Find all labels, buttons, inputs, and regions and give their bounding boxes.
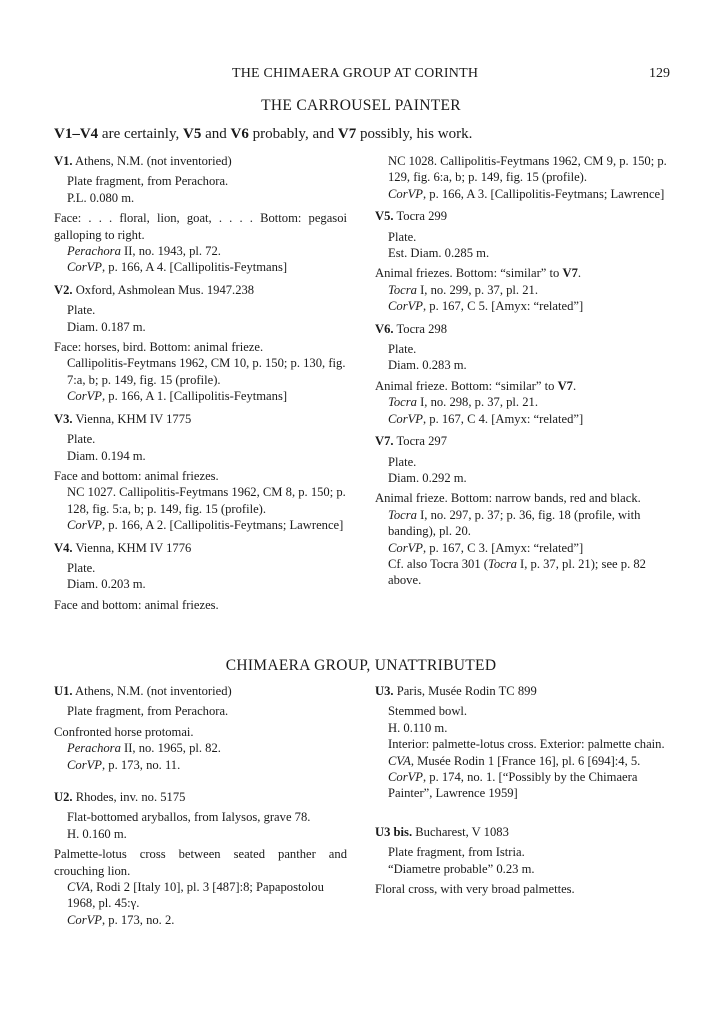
catalog-description — [54, 339, 347, 355]
catalog-detail-line — [375, 507, 668, 540]
catalog-detail-line — [54, 757, 347, 773]
catalog-description — [54, 210, 347, 243]
text-segment: CorVP — [67, 389, 102, 404]
catalog-detail-line — [54, 448, 347, 464]
text-segment: H. 0.110 m. — [388, 720, 448, 735]
text-segment: Tocra — [388, 395, 417, 410]
text-segment: V6 — [230, 126, 249, 142]
text-segment: Tocra — [388, 507, 417, 522]
catalog-number: U2. — [54, 790, 73, 805]
text-segment: Perachora — [67, 741, 121, 756]
text-segment: Plate fragment, from Perachora. — [67, 174, 229, 189]
catalog-entry-heading — [375, 208, 668, 224]
catalog-entry-heading — [54, 411, 347, 427]
catalog-entry-heading — [375, 683, 668, 699]
catalog-detail-line — [375, 753, 668, 769]
text-segment: , p. 166, A 4. [Callipolitis-Feytmans] — [101, 260, 288, 275]
catalog-entry-heading — [375, 433, 668, 449]
catalog-detail-line — [375, 736, 668, 752]
catalog-detail-line — [375, 341, 668, 357]
catalog-number: V3. — [54, 411, 73, 426]
text-segment: Diam. 0.194 m. — [67, 448, 146, 463]
text-segment: Animal friezes. Bottom: “similar” to — [375, 266, 563, 281]
text-segment: Floral cross, with very broad palmettes. — [375, 882, 575, 897]
catalog-detail-line — [375, 394, 668, 410]
catalog-description — [54, 846, 347, 879]
text-segment: , p. 173, no. 11. — [101, 757, 181, 772]
catalog-location: Athens, N.M. (not inventoried) — [72, 684, 232, 698]
catalog-column-left — [54, 153, 347, 613]
text-segment: Diam. 0.283 m. — [388, 358, 467, 373]
catalog-detail-line — [375, 703, 668, 719]
unattributed-column-right — [375, 683, 668, 897]
text-segment: NC 1027. Callipolitis-Feytmans 1962, CM 8, p. 150; p. 128, fig. 5:a, b; p. 149, fig. 15 (profile). — [67, 485, 346, 516]
catalog-detail-line — [375, 229, 668, 245]
text-segment: CorVP — [67, 518, 102, 533]
catalog-detail-line — [54, 703, 347, 719]
catalog-entry-heading — [54, 282, 347, 298]
catalog-description — [375, 265, 668, 281]
text-segment: Callipolitis-Feytmans 1962, CM 10, p. 150; p. 130, fig. 7:a, b; p. 149, fig. 15 (profile). — [67, 356, 346, 387]
text-segment: Cf. also Tocra 301 ( — [388, 556, 488, 571]
catalog-number: U3 bis. — [375, 824, 413, 839]
catalog-detail-line — [375, 769, 668, 802]
catalog-location: Vienna, KHM IV 1776 — [72, 540, 192, 555]
attribution-intro — [54, 126, 472, 143]
catalog-description — [375, 881, 668, 897]
text-segment: . — [572, 378, 577, 393]
text-segment: Face and bottom: animal friezes. — [54, 597, 219, 612]
catalog-detail-line — [54, 259, 347, 275]
section-title-carrousel-painter: THE CARROUSEL PAINTER — [261, 97, 461, 114]
catalog-number: V5. — [375, 209, 394, 224]
catalog-detail-line — [54, 302, 347, 318]
catalog-detail-line — [54, 431, 347, 447]
text-segment: CorVP — [388, 186, 423, 201]
text-segment: II, no. 1943, pl. 72. — [120, 244, 221, 259]
catalog-description — [54, 724, 347, 740]
text-segment: Stemmed bowl. — [388, 704, 468, 719]
text-segment: I, no. 298, p. 37, pl. 21. — [416, 395, 538, 410]
catalog-description — [375, 378, 668, 394]
text-segment: CorVP — [388, 770, 423, 785]
page-number: 129 — [649, 66, 670, 81]
catalog-number: V4. — [54, 540, 73, 555]
text-segment: V7 — [557, 378, 573, 393]
text-segment: Est. Diam. 0.285 m. — [388, 246, 490, 261]
text-segment: Plate. — [388, 454, 417, 469]
catalog-detail-line — [375, 540, 668, 556]
catalog-number: V6. — [375, 321, 394, 336]
catalog-detail-line — [375, 153, 668, 186]
catalog-number: V2. — [54, 282, 73, 297]
catalog-entry-heading — [54, 789, 347, 805]
text-segment: , p. 166, A 1. [Callipolitis-Feytmans] — [101, 389, 288, 404]
catalog-entry-heading — [375, 321, 668, 337]
catalog-entry-heading — [375, 824, 668, 840]
catalog-detail-line — [375, 298, 668, 314]
text-segment: Animal frieze. Bottom: “similar” to — [375, 378, 558, 393]
catalog-detail-line — [54, 355, 347, 388]
catalog-location: Vienna, KHM IV 1775 — [72, 411, 192, 426]
text-segment: Plate. — [67, 303, 96, 318]
catalog-detail-line — [54, 560, 347, 576]
catalog-detail-line — [54, 912, 347, 928]
text-segment: are certainly, — [98, 126, 183, 142]
text-segment: CorVP — [67, 912, 102, 927]
text-segment: Palmette-lotus cross between seated panther and crouching lion. — [54, 847, 347, 878]
text-segment: H. 0.160 m. — [67, 826, 127, 841]
catalog-location: Athens, N.M. (not inventoried) — [72, 154, 232, 168]
catalog-detail-line — [375, 470, 668, 486]
text-segment: Plate. — [67, 432, 96, 447]
catalog-detail-line — [375, 282, 668, 298]
text-segment: , p. 167, C 4. [Amyx: “related”] — [422, 411, 584, 426]
text-segment: Plate fragment, from Istria. — [388, 845, 525, 860]
catalog-location: Bucharest, V 1083 — [412, 824, 509, 839]
text-segment: Flat-bottomed aryballos, from Ialysos, grave 78. — [67, 810, 311, 825]
text-segment: V5 — [182, 126, 202, 142]
catalog-detail-line — [54, 319, 347, 335]
text-segment: Diam. 0.292 m. — [388, 470, 467, 485]
text-segment: CorVP — [388, 411, 423, 426]
catalog-location: Tocra 297 — [393, 434, 447, 449]
text-segment: “Diametre probable” 0.23 m. — [388, 861, 535, 876]
text-segment: Interior: palmette-lotus cross. Exterior: palmette chain. — [388, 737, 665, 752]
catalog-detail-line — [375, 245, 668, 261]
catalog-detail-line — [54, 388, 347, 404]
catalog-number: V7. — [375, 434, 394, 449]
text-segment: , p. 167, C 3. [Amyx: “related”] — [422, 540, 584, 555]
text-segment: Face: . . . floral, lion, goat, . . . . Bottom: pegasoi galloping to right. — [54, 211, 347, 242]
text-segment: II, no. 1965, pl. 82. — [120, 741, 221, 756]
text-segment: CorVP — [67, 260, 102, 275]
text-segment: Plate fragment, from Perachora. — [67, 704, 229, 719]
text-segment: Plate. — [388, 229, 417, 244]
section-title-chimaera-group: CHIMAERA GROUP, UNATTRIBUTED — [225, 657, 497, 674]
text-segment: Plate. — [388, 342, 417, 357]
catalog-location: Rhodes, inv. no. 5175 — [72, 790, 186, 805]
catalog-detail-line — [54, 809, 347, 825]
catalog-detail-line — [375, 861, 668, 877]
catalog-description — [54, 468, 347, 484]
text-segment: I, no. 297, p. 37; p. 36, fig. 18 (profile, with banding), pl. 20. — [388, 507, 641, 539]
text-segment: , p. 173, no. 2. — [101, 912, 175, 927]
text-segment: CorVP — [67, 757, 102, 772]
text-segment: , p. 166, A 2. [Callipolitis-Feytmans; Lawrence] — [101, 518, 344, 533]
catalog-number: U3. — [375, 684, 394, 698]
catalog-detail-line — [54, 826, 347, 842]
catalog-location: Tocra 299 — [393, 209, 447, 224]
text-segment: I, p. 37, pl. 21); see p. 82 above. — [388, 556, 646, 588]
text-segment: CorVP — [388, 299, 423, 314]
catalog-location: Tocra 298 — [393, 321, 447, 336]
text-segment: CorVP — [388, 540, 423, 555]
text-segment: Tocra — [388, 282, 417, 297]
catalog-detail-line — [54, 173, 347, 189]
catalog-location: Oxford, Ashmolean Mus. 1947.238 — [72, 282, 255, 297]
catalog-description — [54, 597, 347, 613]
text-segment: CVA — [388, 753, 411, 768]
catalog-detail-line — [54, 484, 347, 517]
text-segment: , Musée Rodin 1 [France 16], pl. 6 [694]:4, 5. — [410, 753, 641, 768]
running-header: THE CHIMAERA GROUP AT CORINTH — [232, 66, 479, 81]
text-segment: , p. 166, A 3. [Callipolitis-Feytmans; Lawrence] — [422, 186, 665, 201]
text-segment: Animal frieze. Bottom: narrow bands, red and black. — [375, 491, 641, 506]
catalog-detail-line — [375, 186, 668, 202]
catalog-detail-line — [54, 740, 347, 756]
text-segment: Tocra — [487, 556, 517, 571]
catalog-detail-line — [54, 517, 347, 533]
text-segment: , Rodi 2 [Italy 10], pl. 3 [487]:8; Papapostolou 1968, pl. 45:γ. — [67, 880, 324, 911]
text-segment: Diam. 0.187 m. — [67, 319, 146, 334]
catalog-detail-line — [375, 411, 668, 427]
text-segment: NC 1028. Callipolitis-Feytmans 1962, CM 9, p. 150; p. 129, fig. 6:a, b; p. 149, fig. 15 (profile). — [388, 154, 667, 185]
catalog-detail-line — [375, 844, 668, 860]
text-segment: Confronted horse protomai. — [54, 724, 194, 739]
text-segment: Perachora — [67, 244, 121, 259]
catalog-detail-line — [375, 357, 668, 373]
catalog-detail-line — [54, 576, 347, 592]
catalog-number: V1. — [54, 154, 73, 168]
text-segment: V1–V4 — [54, 126, 99, 142]
catalog-entry-heading — [54, 153, 347, 169]
text-segment: P.L. 0.080 m. — [67, 190, 135, 205]
unattributed-column-left — [54, 683, 347, 928]
catalog-description — [375, 490, 668, 506]
catalog-column-right — [375, 153, 668, 589]
text-segment: , p. 174, no. 1. [“Possibly by the Chimaera Painter”, Lawrence 1959] — [388, 770, 638, 801]
text-segment: Face and bottom: animal friezes. — [54, 468, 219, 483]
catalog-number: U1. — [54, 684, 73, 698]
text-segment: V7 — [337, 126, 357, 142]
text-segment: Diam. 0.203 m. — [67, 577, 146, 592]
text-segment: . — [577, 266, 582, 281]
text-segment: V7 — [562, 266, 578, 281]
catalog-location: Paris, Musée Rodin TC 899 — [393, 684, 537, 698]
catalog-detail-line — [375, 556, 668, 589]
text-segment: probably, and — [248, 126, 338, 142]
text-segment: and — [201, 126, 231, 142]
catalog-entry-heading — [54, 683, 347, 699]
catalog-detail-line — [54, 190, 347, 206]
catalog-detail-line — [375, 454, 668, 470]
catalog-entry-heading — [54, 540, 347, 556]
text-segment: Plate. — [67, 560, 96, 575]
catalog-detail-line — [54, 879, 347, 912]
text-segment: possibly, his work. — [356, 126, 473, 142]
text-segment: I, no. 299, p. 37, pl. 21. — [416, 282, 538, 297]
text-segment: CVA — [67, 880, 90, 895]
text-segment: , p. 167, C 5. [Amyx: “related”] — [422, 299, 584, 314]
catalog-detail-line — [54, 243, 347, 259]
text-segment: Face: horses, bird. Bottom: animal frieze. — [54, 340, 264, 355]
catalog-detail-line — [375, 720, 668, 736]
